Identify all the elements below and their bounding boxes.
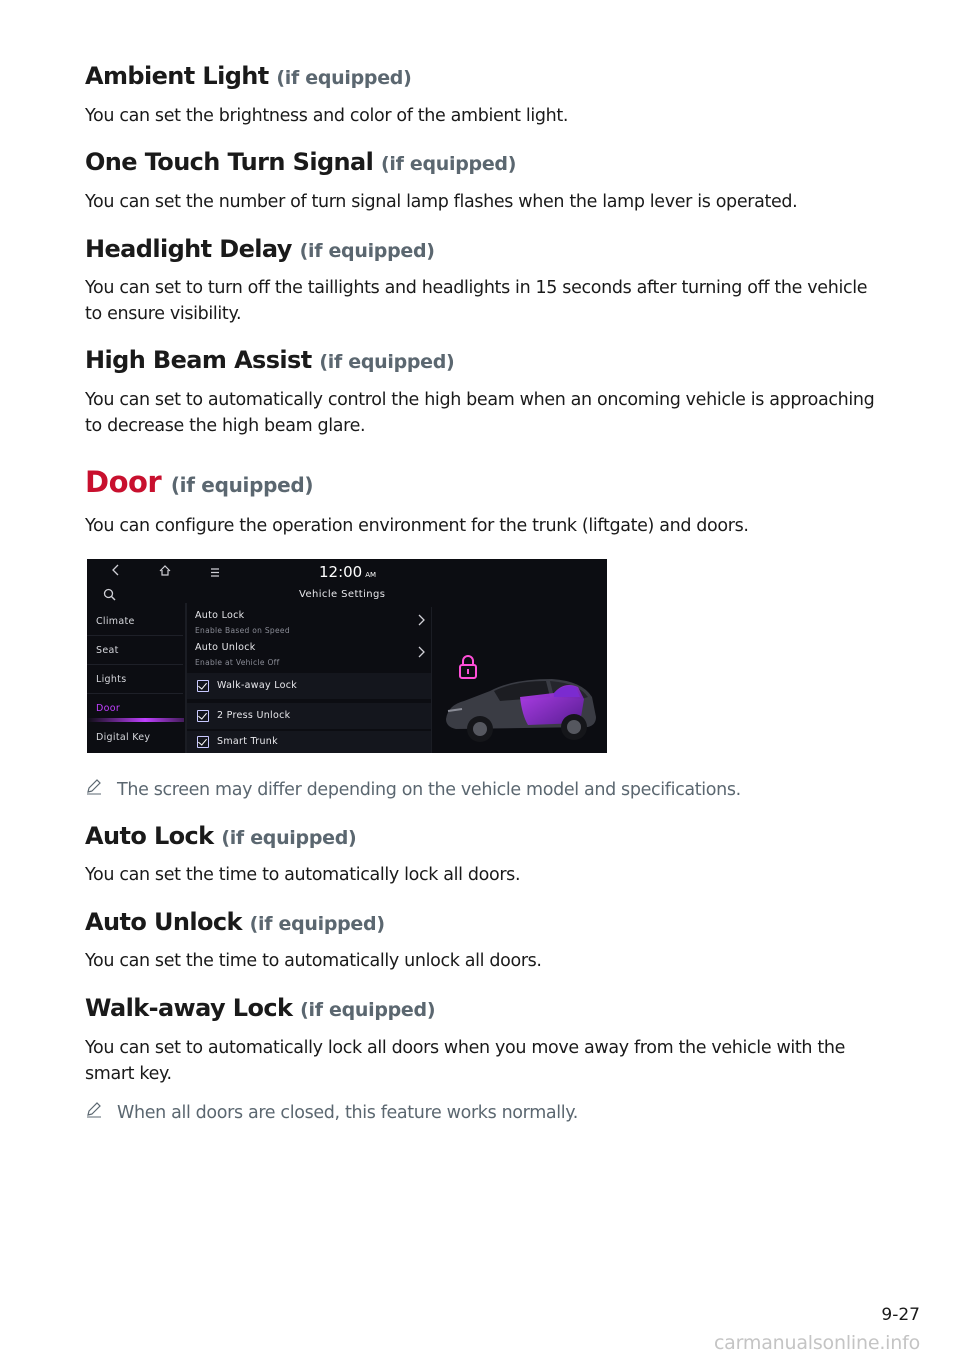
pencil-icon [85,1100,105,1123]
text-headlight-delay: You can set to turn off the taillights and headlights in 15 seconds after turning off the vehicle to ensure visibility. [85,278,868,324]
checkbox-checked-icon[interactable] [197,736,209,748]
note-walk-away-lock: When all doors are closed, this feature works normally. [85,1100,578,1123]
note-screen-differs: The screen may differ depending on the vehicle model and specifications. [85,777,741,800]
home-icon[interactable] [159,565,171,579]
setting-2-press-unlock[interactable]: 2 Press Unlock [187,703,431,729]
heading-auto-unlock: Auto Unlock (if equipped) [85,908,385,936]
vehicle-door-illustration [442,667,602,747]
back-icon[interactable] [111,564,121,579]
chevron-right-icon [417,614,425,629]
text-door: You can configure the operation environment for the trunk (liftgate) and doors. [85,516,749,536]
text-ambient-light: You can set the brightness and color of the ambient light. [85,106,569,126]
heading-door: Door (if equipped) [85,465,314,499]
watermark: carmanualsonline.info [713,1332,920,1354]
heading-ambient-light: Ambient Light (if equipped) [85,62,412,90]
settings-sidebar [87,603,185,753]
text-auto-lock: You can set the time to automatically lock all doors. [85,865,521,885]
setting-smart-trunk[interactable]: Smart Trunk [187,731,431,753]
vehicle-settings-screen [87,559,607,753]
menu-icon[interactable] [210,566,220,580]
chevron-right-icon [417,646,425,661]
page-number: 9-27 [881,1305,920,1325]
text-high-beam-assist: You can set to automatically control the high beam when an oncoming vehicle is approaching to decrease the high beam glare. [85,390,875,436]
checkbox-checked-icon[interactable] [197,710,209,722]
sidebar-item-climate[interactable]: Climate [96,616,135,627]
sidebar-item-digital-key[interactable]: Digital Key [96,732,151,743]
text-one-touch-turn-signal: You can set the number of turn signal lamp flashes when the lamp lever is operated. [85,192,798,212]
heading-high-beam-assist: High Beam Assist (if equipped) [85,346,455,374]
sidebar-item-door[interactable]: Door [96,703,121,714]
text-walk-away-lock: You can set to automatically lock all doors when you move away from the vehicle with the smart key. [85,1038,846,1084]
heading-one-touch-turn-signal: One Touch Turn Signal (if equipped) [85,148,517,176]
text-auto-unlock: You can set the time to automatically unlock all doors. [85,951,542,971]
heading-headlight-delay: Headlight Delay (if equipped) [85,235,435,263]
sidebar-item-lights[interactable]: Lights [96,674,127,685]
setting-walk-away-lock[interactable]: Walk-away Lock [187,673,431,699]
door-settings-list: Auto Lock Enable Based on Speed Auto Unlock Enable at Vehicle Off Walk-away Lock 2 Press Unlock Smart Trunk [187,607,431,753]
screen-title: Vehicle Settings [299,589,386,600]
checkbox-checked-icon[interactable] [197,680,209,692]
screen-clock: 12:00 AM [319,563,377,581]
sidebar-active-indicator [87,718,184,722]
sidebar-item-seat[interactable]: Seat [96,645,119,656]
screen-top-bar [87,559,607,587]
pencil-icon [85,777,105,800]
heading-auto-lock: Auto Lock (if equipped) [85,822,357,850]
search-icon[interactable] [103,588,116,604]
heading-walk-away-lock: Walk-away Lock (if equipped) [85,994,436,1022]
